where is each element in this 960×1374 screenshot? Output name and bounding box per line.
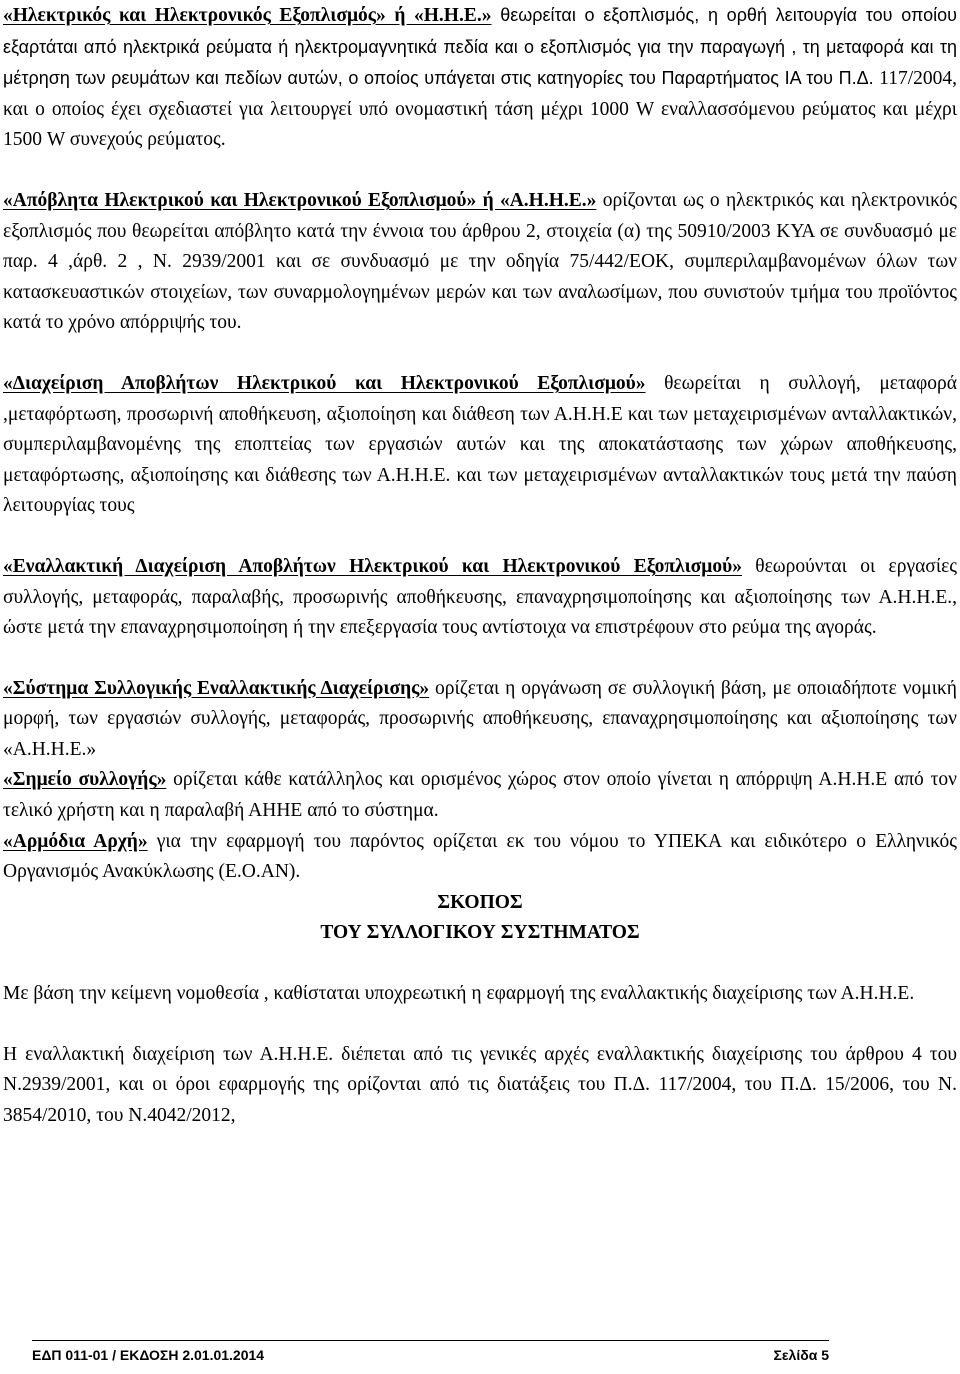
- body-paragraph-1: Με βάση την κείμενη νομοθεσία , καθίσταται υποχρεωτική η εφαρμογή της εναλλακτικής διαχείρισης των Α.Η.Η.Ε.: [3, 983, 915, 1005]
- definition-paragraph-collective-system: [3, 674, 957, 766]
- term-collective-system: «Σύστημα Συλλογικής Εναλλακτικής Διαχείρισης»: [3, 677, 430, 699]
- term-alternative-management: «Εναλλακτική Διαχείριση Αποβλήτων Ηλεκτρικού και Ηλεκτρονικού Εξοπλισμού»: [3, 555, 742, 577]
- definition-text-eee: θεωρείται ο εξοπλισμός, η ορθή λειτουργία του οποίου εξαρτάται από ηλεκτρικά ρεύματα ή ηλεκτρομαγνητικά πεδία και ο εξοπλισμός για την παραγωγή , τη μεταφορά και τη μέτρηση των ρευμάτων και πεδίων αυτών, ο οποίος υπάγεται στις κατηγορίες του Παραρτήματος ΙΑ του Π.Δ.: [3, 5, 957, 89]
- page-footer: [32, 1340, 829, 1363]
- term-weee: «Απόβλητα Ηλεκτρικού και Ηλεκτρονικού Εξοπλισμού» ή «Α.Η.Η.Ε.»: [3, 189, 597, 211]
- definition-text-competent-authority: για την εφαρμογή του παρόντος ορίζεται εκ του νόμου το ΥΠΕΚΑ και ειδικότερο ο Ελληνικός Οργανισμός Ανακύκλωσης (Ε.Ο.ΑΝ).: [3, 830, 957, 883]
- term-weee-management: «Διαχείριση Αποβλήτων Ηλεκτρικού και Ηλεκτρονικού Εξοπλισμού»: [3, 372, 646, 394]
- term-collection-point: «Σημείο συλλογής»: [3, 769, 167, 791]
- definition-text-weee-management: θεωρείται η συλλογή, μεταφορά ,μεταφόρτωση, προσωρινή αποθήκευση, αξιοποίηση και διάθεση των Α.Η.Η.Ε και των μεταχειρισμένων ανταλλακτικών, συμπεριλαμβανομένης της εποπτείας των εργασιών αυτών και της αποκατάστασης των χώρων αποθήκευσης, μεταφόρτωσης, αξιοποίησης και διάθεσης των Α.Η.Η.Ε. και των μεταχειρισμένων ανταλλακτικών τους μετά την παύση λειτουργίας τους: [3, 372, 957, 517]
- definition-paragraph-competent-authority: [3, 827, 957, 888]
- definition-paragraph-eee: [3, 0, 957, 156]
- section-title-line-1: ΣΚΟΠΟΣ: [437, 891, 523, 913]
- definition-text-collection-point: ορίζεται κάθε κατάλληλος και ορισμένος χώρος στον οποίο γίνεται η απόρριψη Α.Η.Η.Ε από τον τελικό χρήστη και η παραλαβή ΑΗΗΕ από το σύστημα.: [3, 769, 957, 822]
- document-body: [3, 0, 957, 1131]
- footer-document-code: ΕΔΠ 011-01 / ΕΚΔΟΣΗ 2.01.01.2014: [32, 1347, 265, 1363]
- definition-paragraph-weee: [3, 186, 957, 339]
- definition-paragraph-collection-point: [3, 765, 957, 826]
- section-title-line-2: ΤΟΥ ΣΥΛΛΟΓΙΚΟΥ ΣΥΣΤΗΜΑΤΟΣ: [320, 922, 640, 944]
- term-eee: «Ηλεκτρικός και Ηλεκτρονικός Εξοπλισμός» ή «Η.Η.Ε.»: [3, 5, 492, 26]
- definition-text-alternative-management: θεωρούνται οι εργασίες συλλογής, μεταφοράς, παραλαβής, προσωρινής αποθήκευσης, επαναχρησιμοποίησης και αξιοποίησης των Α.Η.Η.Ε., ώστε μετά την επαναχρησιμοποίηση ή την επεξεργασία τους αντίστοιχα να επιστρέφουν στο ρεύμα της αγοράς.: [3, 555, 957, 639]
- definition-text-weee: ορίζονται ως ο ηλεκτρικός και ηλεκτρονικός εξοπλισμός που θεωρείται απόβλητο κατά την έννοια του άρθρου 2, στοιχεία (α) της 50910/2003 ΚΥΑ σε συνδυασμό με παρ. 4 ,άρθ. 2 , Ν. 2939/2001 και σε συνδυασμό με την οδηγία 75/442/ΕΟΚ, συμπεριλαμβανομένων όλων των κατασκευαστικών στοιχείων, των συναρμολογημένων μερών και των αναλωσίμων, που συνιστούν τμήμα του προϊόντος κατά το χρόνο απόρριψής του.: [3, 189, 958, 334]
- body-paragraph-2: Η εναλλακτική διαχείριση των Α.Η.Η.Ε. διέπεται από τις γενικές αρχές εναλλακτικής διαχείρισης του άρθρου 4 του Ν.2939/2001, και οι όροι εφαρμογής της ορίζονται από τις διατάξεις του Π.Δ. 117/2004, του Π.Δ. 15/2006, του Ν. 3854/2010, του Ν.4042/2012,: [3, 1043, 957, 1126]
- footer-page-number: Σελίδα 5: [773, 1347, 829, 1363]
- definition-text-eee-cont: 117/2004, και ο οποίος έχει σχεδιαστεί για λειτουργεί υπό ονομαστική τάση μέχρι 1000 W εναλλασσόμενου ρεύματος και μέχρι 1500 W συνεχούς ρεύματος.: [3, 68, 957, 151]
- definition-text-collective-system: ορίζεται η οργάνωση σε συλλογική βάση, με οποιαδήποτε νομική μορφή, των εργασιών συλλογής, μεταφοράς, προσωρινής αποθήκευσης, επαναχρησιμοποίησης και αξιοποίησης των «Α.Η.Η.Ε.»: [3, 677, 958, 760]
- term-competent-authority: «Αρμόδια Αρχή»: [3, 830, 148, 852]
- definition-paragraph-weee-management: [3, 369, 957, 522]
- definition-paragraph-alternative-management: [3, 552, 957, 644]
